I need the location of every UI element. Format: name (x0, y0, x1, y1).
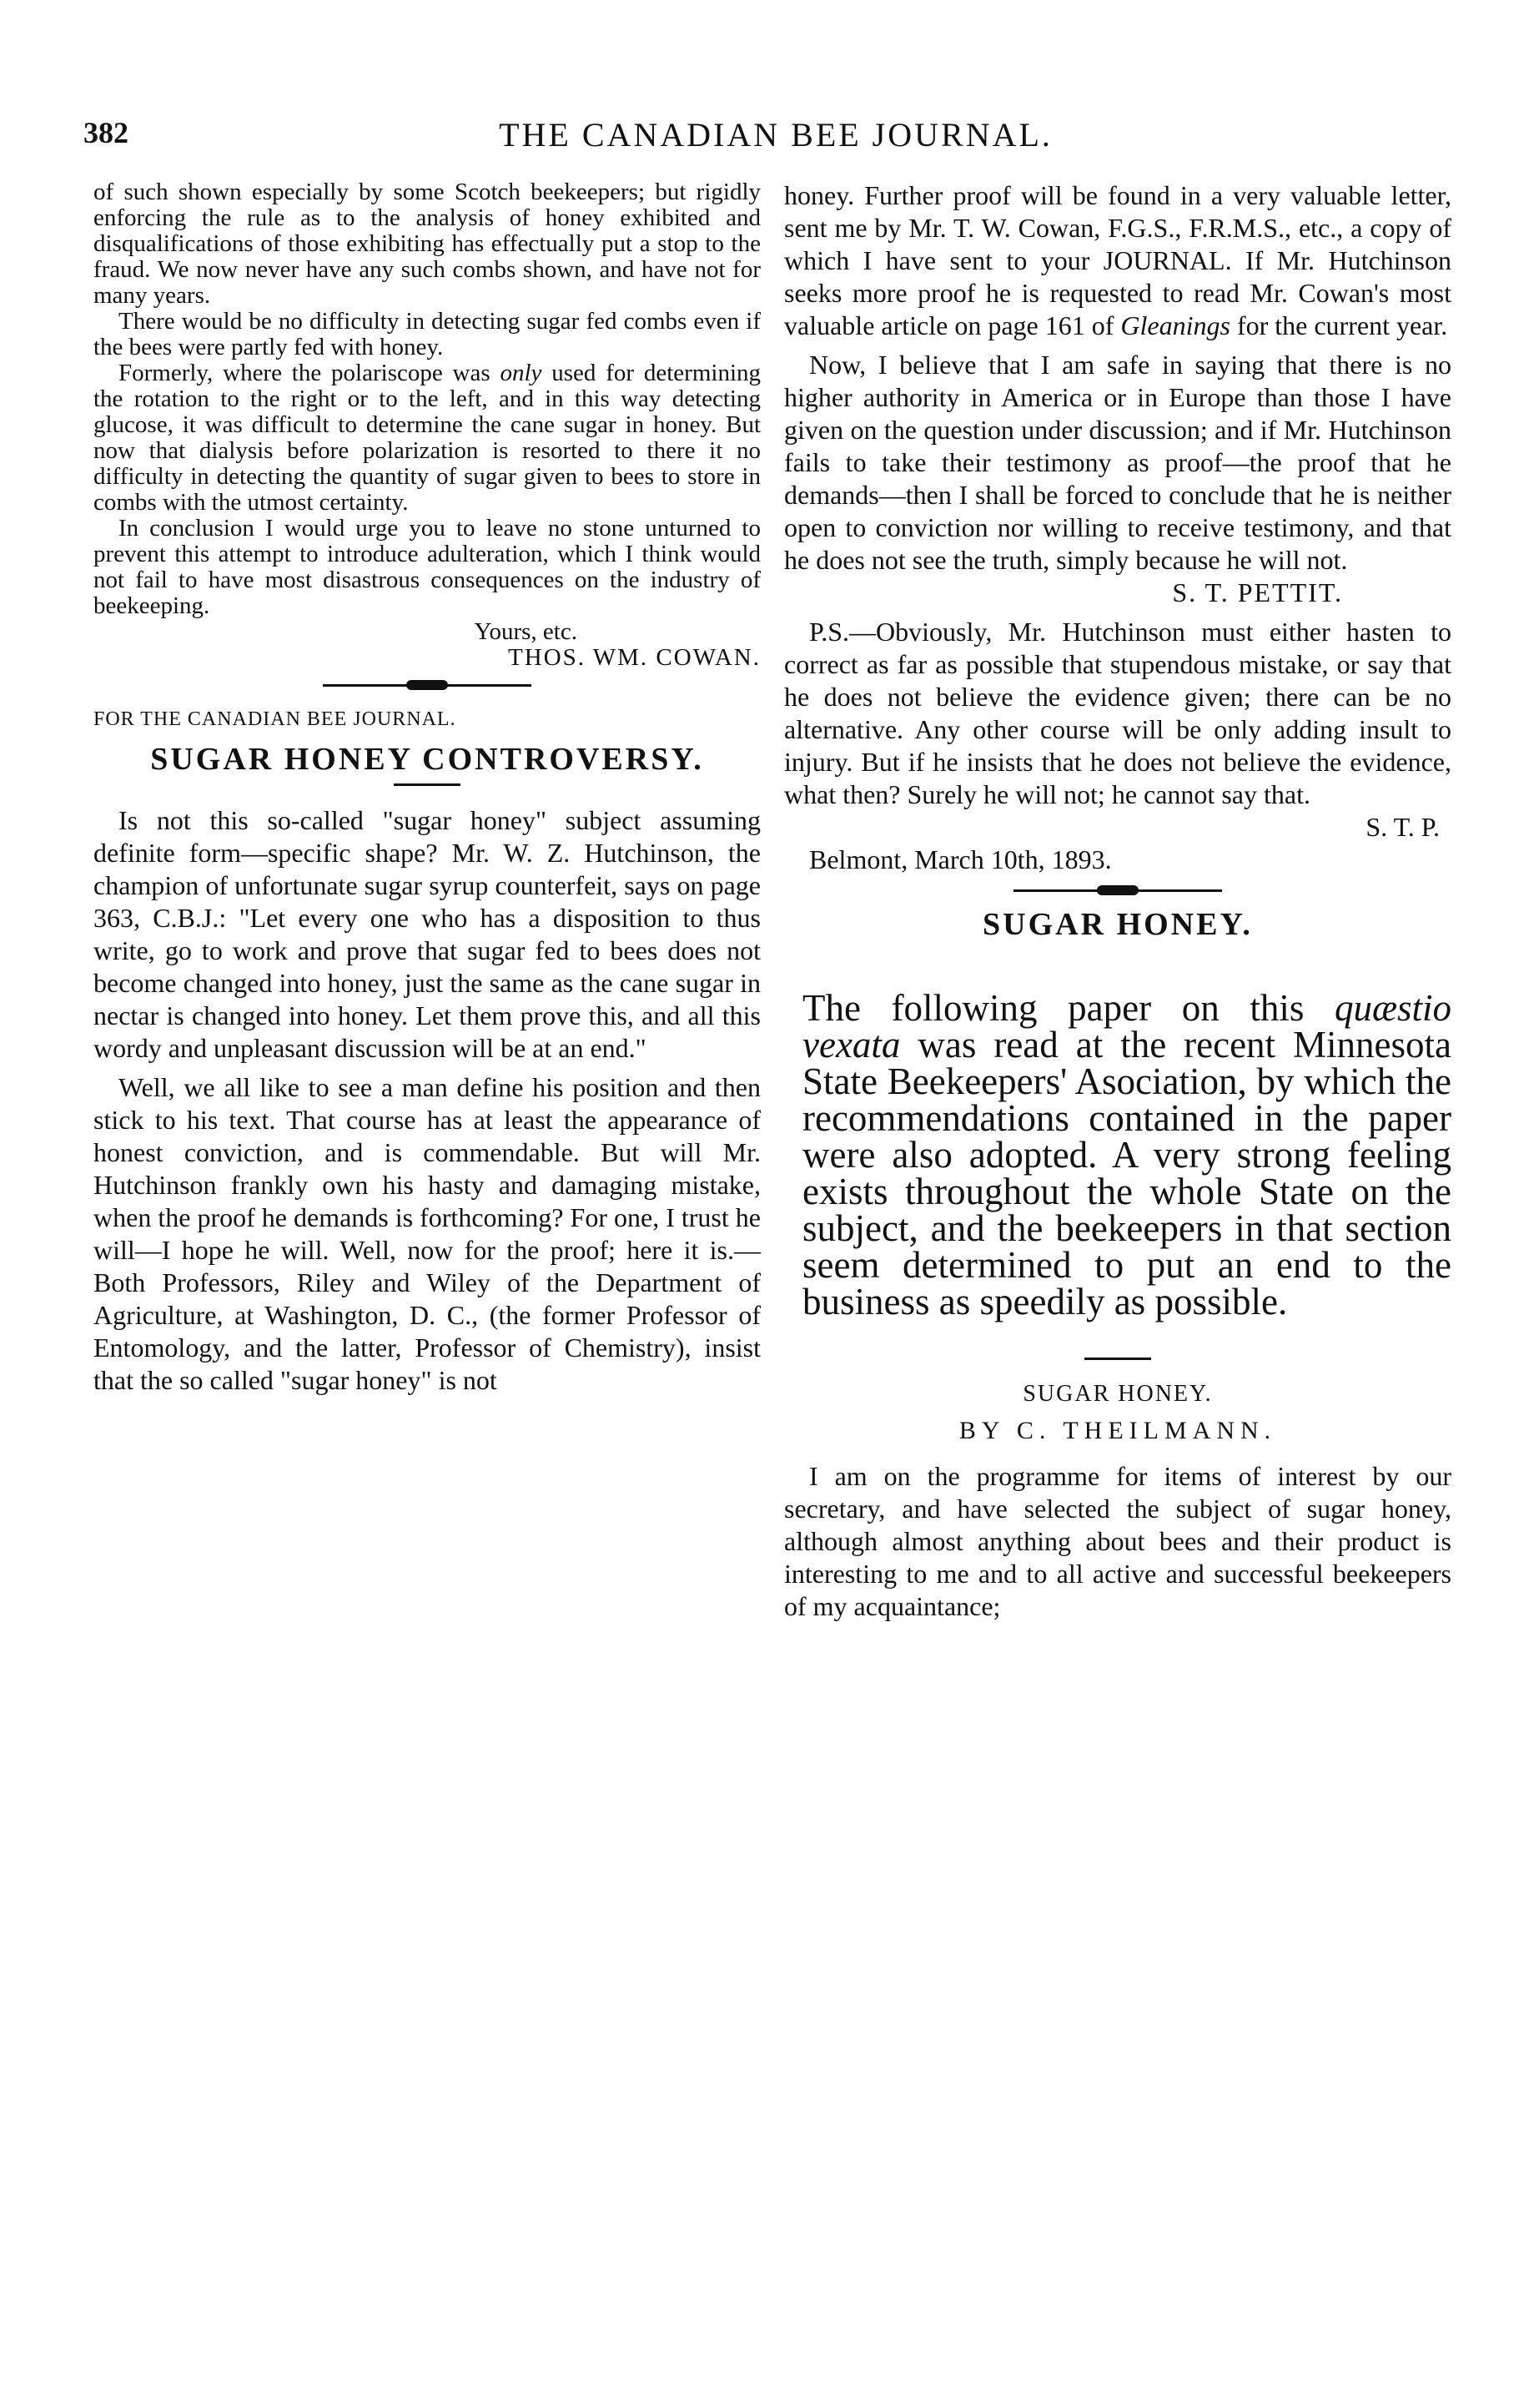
section-title-sugar-honey: SUGAR HONEY. (983, 907, 1253, 942)
page-number: 382 (83, 116, 128, 149)
left-column (93, 179, 761, 1397)
text-fragment: used for determining the rotation to the right or to the left, and in this way detecting glucose, it was difficult to determine the cane sugar in honey. But now that dialysis before polarization is resorted to there it no difficulty in detecting the quantity of sugar given to bees to store in combs with the utmost certainty. (93, 360, 762, 516)
section-title-controversy: SUGAR HONEY CONTROVERSY. (150, 742, 704, 777)
editorial-intro (802, 987, 1451, 1322)
ornamental-rule (323, 684, 531, 687)
right-column (784, 179, 1451, 1623)
yours-line (93, 619, 761, 645)
page-header (83, 115, 1468, 165)
text-fragment: Formerly, where the polariscope was (118, 360, 500, 386)
gleanings-title: Gleanings (1120, 310, 1230, 340)
spacer (784, 342, 1451, 349)
pettit-signature: S. T. PETTIT. (1172, 577, 1343, 607)
text-fragment: for the current year. (1230, 310, 1448, 340)
emphasis-text: honey. Further proof will be found in a very valuable letter, sent me by Mr. T. W. Cowan, F.G.S., F.R.M.S., etc., a copy of which I have sent to your JOURNAL. If Mr. Hutchinson seeks more proof he is requested to read Mr. Cowan's most valuable article on page 161 of (784, 180, 1451, 340)
spacer (784, 940, 1451, 952)
spacer (93, 1065, 761, 1071)
yours-etc: Yours, etc. (474, 618, 577, 645)
spacer (784, 609, 1451, 616)
cowan-letter-paragraph-1: of such shown especially by some Scotch beekeepers; but rigidly enforcing the rule as to the analysis of honey exhibited and disqualifications of those exhibiting has effectually put a stop to the fraud. We now never have any such combs shown, and have not for many years. (93, 179, 761, 309)
text-fragment: was read at the recent Minnesota State Beekeepers' Asociation, by which the recommendations contained in the paper were also adopted. A very strong feeling exists throughout the whole State on the subject, and the beekeepers in that section seem determined to put an end to the business as speedily as possible. (802, 1024, 1451, 1322)
ornamental-rule (1013, 889, 1222, 892)
cowan-letter-paragraph-4: In conclusion I would urge you to leave no stone unturned to prevent this attempt to introduce adulteration, which I think would not fail to have most disastrous consequences on the industry of beekeeping. (93, 515, 761, 619)
cowan-letter-paragraph-2: There would be no difficulty in detecting sugar fed combs even if the bees were partly fed with honey. (93, 308, 761, 360)
pettit-paragraph-1 (784, 179, 1451, 342)
pettit-paragraph-2: Now, I believe that I am safe in saying that there is no higher authority in America or in Europe than those I have given on the question under discussion; and if Mr. Hutchinson fails to take their testimony as proof—the proof that he demands—then I shall be forced to conclude that he is neither open to conviction nor willing to receive testimony, and that he does not see the truth, simply because he will not. (784, 350, 1451, 575)
postscript-initials: S. T. P. (1366, 812, 1440, 842)
dateline: Belmont, March 10th, 1893. (809, 844, 1112, 874)
cowan-letter-paragraph-3 (93, 360, 761, 516)
article-subtitle: SUGAR HONEY. (1023, 1381, 1213, 1407)
journal-title: THE CANADIAN BEE JOURNAL. (499, 116, 1053, 154)
text-fragment: The following paper on this (802, 987, 1335, 1029)
short-rule (1084, 1358, 1151, 1360)
cowan-signature: THOS. WM. COWAN. (508, 644, 761, 671)
short-rule (394, 783, 460, 786)
emphasis-text: only (500, 360, 542, 386)
controversy-paragraph-2: Well, we all like to see a man define his position and then stick to his text. That course has at least the appearance of honest conviction, and is commendable. But will Mr. Hutchinson frankly own his hasty and damaging mistake, when the proof he demands is forthcoming? For one, I trust he will—I hope he will. Well, now for the proof; here it is.—Both Professors, Riley and Wiley of the Department of Agriculture, at Washington, D. C., (the former Professor of Entomology, and the latter, Professor of Chemistry), insist that the so called "sugar honey" is not (93, 1072, 761, 1395)
controversy-paragraph-1: Is not this so-called "sugar honey" subject assuming definite form—specific shape? Mr. W. Z. Hutchinson, the champion of unfortunate sugar syrup counterfeit, says on page 363, C.B.J.: "Let every one who has a disposition to thus write, go to work and prove that sugar fed to bees does not become changed into honey, just the same as the cane sugar in nectar is changed into honey. Let them prove this, and all this wordy and unpleasant discussion will be at an end." (93, 805, 761, 1063)
postscript-paragraph: P.S.—Obviously, Mr. Hutchinson must either hasten to correct as far as possible that stupendous mistake, or say that he does not believe the evidence given; there can be no alternative. Any other course will be only adding insult to injury. But if he insists that he does not believe the evidence, what then? Surely he will not; he cannot say that. (784, 617, 1451, 809)
article-byline: BY C. THEILMANN. (958, 1417, 1277, 1444)
postscript-closing (784, 811, 1451, 844)
latin-phrase: quæstio vexata (802, 987, 1451, 1065)
theilmann-paragraph-1: I am on the programme for items of interest by our secretary, and have selected the subject of sugar honey, although almost anything about bees and their product is interesting to me and to all active and successful beekeepers of my acquaintance; (784, 1461, 1451, 1621)
for-journal-line: FOR THE CANADIAN BEE JOURNAL. (93, 708, 456, 730)
